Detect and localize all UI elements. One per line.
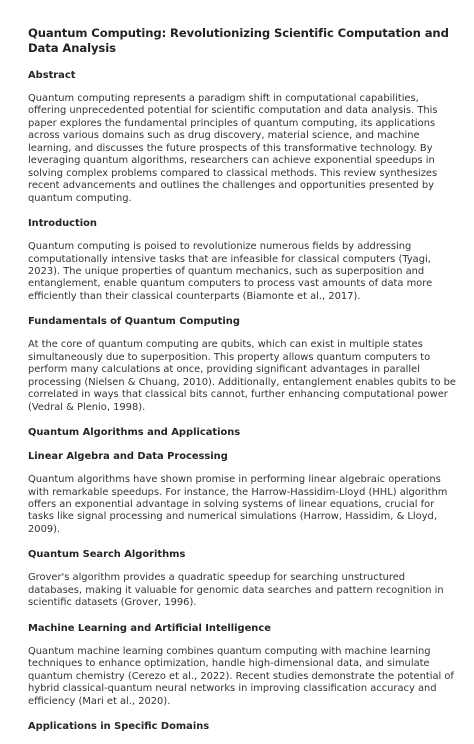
- section-algorithms-applications: [28, 426, 456, 439]
- section-paragraph: Quantum algorithms have shown promise in performing linear algebraic operations with remarkable speedups. For instance, the Harrow-Hassidim-Lloyd (HHL) algorithm offers an exponential advantage in solving systems of linear equations, crucial for tasks like signal processing and numerical simulations (Harrow, Hassidim, & Lloyd, 2009).: [28, 474, 448, 535]
- section-heading: Quantum Algorithms and Applications: [28, 427, 241, 439]
- paper-title: Quantum Computing: Revolutionizing Scientific Computation and Data Analysis: [28, 26, 449, 55]
- section-introduction: [28, 217, 456, 303]
- section-paragraph: Quantum machine learning combines quantum computing with machine learning techniques to enhance optimization, handle high-dimensional data, and simulate quantum chemistry (Cerezo et al., 2022). Recent studies demonstrate the potential of hybrid classical-quantum neural networks in improving classification accuracy and efficiency (Mari et al., 2020).: [28, 645, 454, 707]
- section-paragraph: Grover's algorithm provides a quadratic speedup for searching unstructured databases, making it valuable for genomic data searches and pattern recognition in scientific datasets (Grover, 1996).: [28, 572, 444, 609]
- section-heading: Fundamentals of Quantum Computing: [28, 316, 240, 328]
- section-heading: Introduction: [28, 218, 97, 230]
- section-paragraph: Quantum computing represents a paradigm shift in computational capabilities, offering unprecedented potential for scientific computation and data analysis. This paper explores the fundamental principles of quantum computing, its applications across various domains such as drug discovery, material science, and machine learning, and discusses the future prospects of this transformative technology. By leveraging quantum algorithms, researchers can achieve exponential speedups in solving complex problems compared to classical methods. This review synthesizes recent advancements and outlines the challenges and opportunities presented by quantum computing.: [28, 93, 438, 204]
- subsection-heading: Linear Algebra and Data Processing: [28, 451, 228, 463]
- section-quantum-search: [28, 548, 456, 609]
- section-machine-learning: [28, 622, 456, 708]
- subsection-heading: Machine Learning and Artificial Intelligence: [28, 622, 271, 634]
- section-paragraph: At the core of quantum computing are qubits, which can exist in multiple states simultaneously due to superposition. This property allows quantum computers to perform many calculations at once, providing significant advantages in parallel processing (Nielsen & Chuang, 2010). Additionally, entanglement enables qubits to be correlated in ways that classical bits cannot, further enhancing computational power (Vedral & Plenio, 1998).: [28, 339, 456, 413]
- subsection-heading: Quantum Search Algorithms: [28, 549, 186, 561]
- section-specific-domains: [28, 720, 456, 733]
- section-fundamentals: [28, 315, 456, 414]
- section-paragraph: Quantum computing is poised to revolutionize numerous fields by addressing computationally intensive tasks that are infeasible for classical computers (Tyagi, 2023). The unique properties of quantum mechanics, such as superposition and entanglement, enable quantum computers to process vast amounts of data more efficiently than their classical counterparts (Biamonte et al., 2017).: [28, 241, 433, 302]
- section-abstract: [28, 69, 456, 205]
- section-linear-algebra: [28, 450, 456, 536]
- paper-page: [28, 26, 456, 744]
- section-heading: Abstract: [28, 70, 76, 81]
- subsection-heading: Applications in Specific Domains: [28, 720, 210, 732]
